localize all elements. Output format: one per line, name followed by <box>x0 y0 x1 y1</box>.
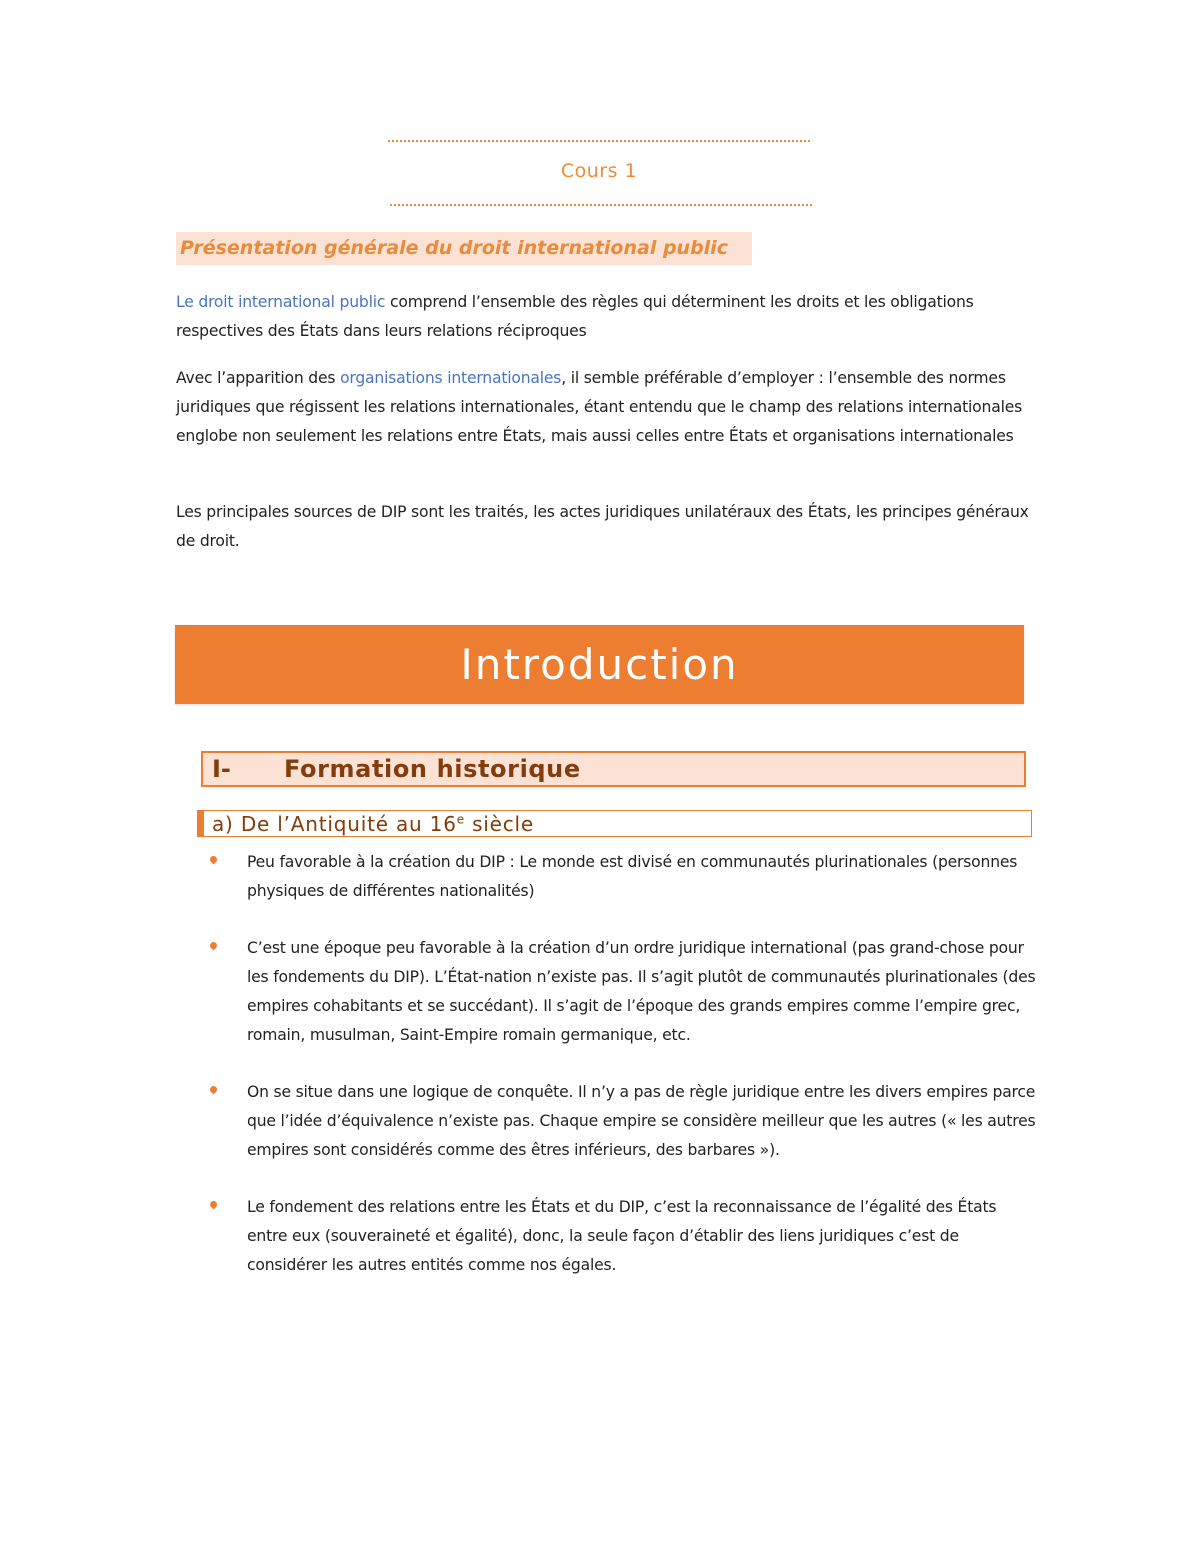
paragraph-text: Les principales sources de DIP sont les traités, les actes juridiques unilatéraux des États, les principes généraux de droit. <box>176 503 1029 550</box>
paragraph-prefix: Avec l’apparition des <box>176 369 341 387</box>
subsection-accent-bar <box>197 810 204 837</box>
paragraph-sources <box>176 498 1036 556</box>
section-title: Formation historique <box>284 755 581 783</box>
section-heading <box>201 751 1026 787</box>
bullet-icon <box>209 1200 219 1210</box>
subsection-title <box>212 812 534 836</box>
subsection-title-suffix: siècle <box>464 811 535 836</box>
paragraph-organisations <box>176 364 1036 451</box>
subsection-title-prefix: a) De l’Antiquité au 16 <box>212 811 457 836</box>
introduction-banner <box>175 625 1024 704</box>
list-item-text: Peu favorable à la création du DIP : Le monde est divisé en communautés plurinationales (personnes physiques de différentes nationalités) <box>247 853 1018 900</box>
title-bottom-border <box>390 204 812 206</box>
course-title: Cours 1 <box>560 160 638 182</box>
bullet-list <box>200 848 1040 1308</box>
bullet-icon <box>209 1085 219 1095</box>
list-item-text: Le fondement des relations entre les États et du DIP, c’est la reconnaissance de l’égalité des États entre eux (souveraineté et égalité), donc, la seule façon d’établir des liens juridiques c’est de considérer les autres entités comme nos égales. <box>247 1198 997 1274</box>
list-item <box>200 848 1040 906</box>
list-item <box>200 1193 1040 1280</box>
list-item <box>200 934 1040 1050</box>
subsection-title-superscript: e <box>456 811 465 826</box>
introduction-title: Introduction <box>460 640 739 689</box>
list-item-text: On se situe dans une logique de conquête. Il n’y a pas de règle juridique entre les divers empires parce que l’idée d’équivalence n’existe pas. Chaque empire se considère meilleur que les autres (« les autres empires sont considérés comme des êtres inférieurs, des barbares »). <box>247 1083 1036 1159</box>
subsection-heading <box>197 810 1032 837</box>
link-droit-international-public[interactable]: Le droit international public <box>176 293 386 311</box>
list-item <box>200 1078 1040 1165</box>
paragraph-text: comprend l’ensemble des règles qui déterminent les droits et les obligations respectives des États dans leurs relations réciproques <box>176 293 974 340</box>
link-organisations-internationales[interactable]: organisations internationales <box>340 369 562 387</box>
title-top-border <box>388 140 810 142</box>
list-item-text: C’est une époque peu favorable à la création d’un ordre juridique international (pas grand-chose pour les fondements du DIP). L’État-nation n’existe pas. Il s’agit plutôt de communautés plurinationales (des empires cohabitants et se succédant). Il s’agit de l’époque des grands empires comme l’empire grec, romain, musulman, Saint-Empire romain germanique, etc. <box>247 939 1036 1044</box>
paragraph-text: , il semble préférable d’employer : l’ensemble des normes juridiques que régissent les relations internationales, étant entendu que le champ des relations internationales englobe non seulement les relations entre États, mais aussi celles entre États et organisations internationales <box>176 369 1023 445</box>
section-number: I- <box>212 755 231 783</box>
paragraph-definition <box>176 288 1036 346</box>
document-subtitle: Présentation générale du droit international public <box>176 232 752 265</box>
bullet-icon <box>209 941 219 951</box>
bullet-icon <box>209 855 219 865</box>
